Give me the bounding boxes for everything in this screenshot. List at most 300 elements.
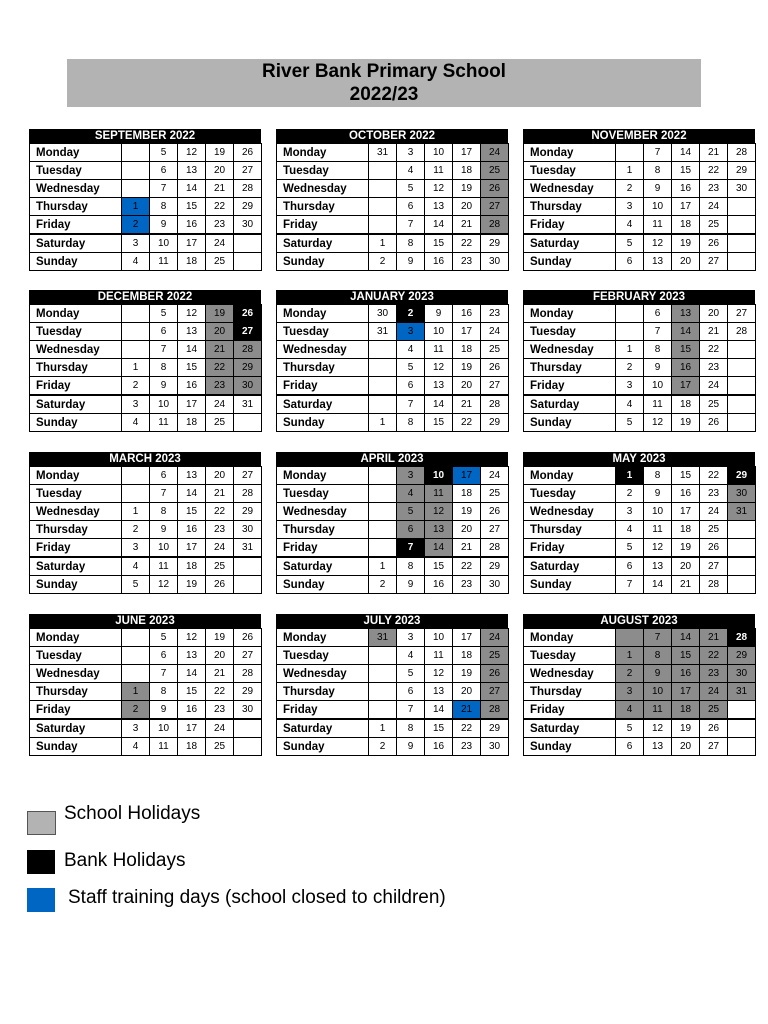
weekday-label: Wednesday (524, 180, 616, 198)
week-day-row (30, 557, 262, 576)
date-cell: 25 (700, 216, 728, 235)
weekday-label: Tuesday (30, 323, 122, 341)
weekday-label: Sunday (30, 738, 122, 756)
date-cell (369, 521, 397, 539)
week-day-row (524, 503, 756, 521)
date-cell (369, 467, 397, 485)
week-day-row (524, 323, 756, 341)
weekday-label: Wednesday (524, 341, 616, 359)
date-cell: 2 (122, 521, 150, 539)
date-cell: 9 (397, 576, 425, 594)
date-cell: 27 (481, 377, 509, 396)
weekday-label: Tuesday (277, 647, 369, 665)
week-day-row (30, 485, 262, 503)
date-cell: 21 (453, 539, 481, 558)
date-cell (728, 234, 756, 253)
week-day-row (277, 576, 509, 594)
week-day-row (30, 359, 262, 377)
week-day-row (524, 198, 756, 216)
weekday-label: Friday (30, 701, 122, 720)
weekday-label: Thursday (524, 359, 616, 377)
date-cell: 23 (206, 377, 234, 396)
weekday-label: Tuesday (524, 647, 616, 665)
date-cell (728, 198, 756, 216)
week-day-row (30, 647, 262, 665)
date-cell: 4 (616, 395, 644, 414)
date-cell: 6 (397, 521, 425, 539)
date-cell: 13 (178, 467, 206, 485)
date-cell: 5 (150, 144, 178, 162)
date-cell: 18 (178, 253, 206, 271)
date-cell: 16 (453, 305, 481, 323)
title-banner (67, 59, 701, 107)
date-cell: 8 (150, 683, 178, 701)
date-cell: 19 (206, 144, 234, 162)
week-day-row (524, 144, 756, 162)
date-cell: 9 (150, 521, 178, 539)
date-cell: 23 (206, 216, 234, 235)
date-cell: 6 (644, 305, 672, 323)
date-cell (369, 395, 397, 414)
date-cell: 8 (644, 647, 672, 665)
date-cell: 14 (672, 144, 700, 162)
date-cell: 3 (397, 144, 425, 162)
weekday-label: Friday (524, 539, 616, 558)
date-cell (369, 377, 397, 396)
month-calendar (523, 452, 755, 594)
week-day-row (30, 341, 262, 359)
date-cell (728, 341, 756, 359)
date-cell: 17 (672, 377, 700, 396)
date-cell: 15 (178, 359, 206, 377)
date-cell: 21 (700, 323, 728, 341)
date-cell: 11 (425, 341, 453, 359)
date-cell: 22 (700, 162, 728, 180)
weekday-label: Friday (277, 377, 369, 396)
date-cell (369, 359, 397, 377)
date-cell: 26 (700, 719, 728, 738)
date-cell: 25 (206, 414, 234, 432)
date-cell: 14 (644, 576, 672, 594)
date-cell (728, 359, 756, 377)
date-cell: 27 (700, 738, 728, 756)
date-cell: 6 (150, 467, 178, 485)
date-cell: 2 (616, 485, 644, 503)
date-cell: 9 (150, 216, 178, 235)
week-day-row (524, 253, 756, 271)
date-cell: 27 (700, 557, 728, 576)
date-cell: 28 (234, 341, 262, 359)
date-cell: 29 (234, 683, 262, 701)
date-cell (616, 144, 644, 162)
date-cell: 24 (206, 395, 234, 414)
date-cell: 18 (672, 216, 700, 235)
date-cell: 11 (150, 253, 178, 271)
date-cell: 19 (453, 359, 481, 377)
date-cell: 4 (122, 414, 150, 432)
date-cell (369, 341, 397, 359)
date-cell: 2 (369, 253, 397, 271)
date-cell: 14 (178, 341, 206, 359)
week-day-row (277, 629, 509, 647)
date-cell: 25 (481, 485, 509, 503)
date-cell: 29 (481, 557, 509, 576)
date-cell: 9 (150, 701, 178, 720)
date-cell: 16 (425, 738, 453, 756)
date-cell: 1 (122, 359, 150, 377)
weekday-label: Thursday (30, 683, 122, 701)
date-cell: 8 (150, 198, 178, 216)
date-cell: 10 (425, 467, 453, 485)
weekday-label: Monday (277, 629, 369, 647)
date-cell: 6 (397, 377, 425, 396)
date-cell: 12 (644, 414, 672, 432)
date-cell: 30 (481, 738, 509, 756)
date-cell: 19 (206, 629, 234, 647)
weekday-label: Sunday (277, 738, 369, 756)
date-cell: 28 (481, 395, 509, 414)
date-cell: 12 (644, 539, 672, 558)
date-cell (122, 305, 150, 323)
week-day-row (30, 719, 262, 738)
date-cell: 2 (122, 377, 150, 396)
date-cell: 22 (453, 719, 481, 738)
date-cell: 10 (150, 719, 178, 738)
weekday-label: Tuesday (524, 162, 616, 180)
date-cell (122, 485, 150, 503)
date-cell: 9 (397, 253, 425, 271)
weekday-label: Saturday (277, 395, 369, 414)
weekday-label: Tuesday (30, 162, 122, 180)
week-day-row (277, 395, 509, 414)
weekday-label: Sunday (30, 576, 122, 594)
weekday-label: Wednesday (277, 665, 369, 683)
weekday-label: Thursday (277, 521, 369, 539)
date-cell: 13 (672, 305, 700, 323)
month-title: JUNE 2023 (29, 614, 261, 628)
date-cell: 18 (453, 485, 481, 503)
date-cell: 28 (234, 485, 262, 503)
week-day-row (524, 359, 756, 377)
weekday-label: Sunday (30, 414, 122, 432)
date-cell: 31 (369, 323, 397, 341)
date-cell (234, 234, 262, 253)
date-cell: 28 (234, 665, 262, 683)
date-cell: 11 (644, 701, 672, 720)
date-cell: 2 (122, 216, 150, 235)
date-cell: 30 (234, 216, 262, 235)
blue-swatch (27, 888, 55, 912)
date-cell (728, 719, 756, 738)
week-day-row (277, 665, 509, 683)
month-title: MAY 2023 (523, 452, 755, 466)
week-day-row (30, 234, 262, 253)
weekday-label: Monday (524, 629, 616, 647)
date-cell: 26 (700, 414, 728, 432)
date-cell: 22 (700, 467, 728, 485)
weekday-label: Thursday (524, 683, 616, 701)
date-cell: 29 (728, 162, 756, 180)
date-cell: 16 (425, 253, 453, 271)
black-swatch (27, 850, 55, 874)
weekday-label: Tuesday (277, 323, 369, 341)
month-title: JULY 2023 (276, 614, 508, 628)
date-cell: 28 (728, 629, 756, 647)
weekday-label: Monday (30, 305, 122, 323)
weekday-label: Saturday (30, 557, 122, 576)
week-day-row (30, 701, 262, 720)
date-cell: 29 (728, 647, 756, 665)
week-day-row (277, 521, 509, 539)
month-table (276, 628, 509, 756)
date-cell: 7 (150, 341, 178, 359)
month-calendar (29, 290, 261, 432)
date-cell: 20 (206, 323, 234, 341)
week-day-row (524, 162, 756, 180)
weekday-label: Wednesday (30, 665, 122, 683)
weekday-label: Thursday (30, 198, 122, 216)
week-day-row (524, 521, 756, 539)
date-cell: 8 (397, 719, 425, 738)
date-cell: 15 (425, 234, 453, 253)
date-cell: 6 (150, 323, 178, 341)
week-day-row (277, 701, 509, 720)
weekday-label: Monday (524, 305, 616, 323)
date-cell: 10 (644, 377, 672, 396)
date-cell: 24 (700, 503, 728, 521)
date-cell: 12 (644, 719, 672, 738)
date-cell: 14 (178, 180, 206, 198)
date-cell: 13 (425, 683, 453, 701)
date-cell: 25 (206, 738, 234, 756)
week-day-row (277, 341, 509, 359)
date-cell: 14 (672, 323, 700, 341)
week-day-row (277, 305, 509, 323)
week-day-row (277, 162, 509, 180)
date-cell: 4 (397, 162, 425, 180)
date-cell: 26 (481, 359, 509, 377)
date-cell: 24 (700, 683, 728, 701)
date-cell: 28 (481, 216, 509, 235)
date-cell: 2 (369, 738, 397, 756)
date-cell: 15 (672, 162, 700, 180)
date-cell: 29 (234, 359, 262, 377)
date-cell: 20 (672, 253, 700, 271)
week-day-row (524, 467, 756, 485)
date-cell (728, 701, 756, 720)
weekday-label: Saturday (524, 234, 616, 253)
date-cell: 23 (453, 576, 481, 594)
date-cell: 3 (616, 503, 644, 521)
date-cell: 7 (150, 485, 178, 503)
weekday-label: Saturday (30, 234, 122, 253)
date-cell: 7 (150, 180, 178, 198)
date-cell (122, 180, 150, 198)
month-calendar (523, 614, 755, 756)
date-cell: 8 (644, 341, 672, 359)
date-cell: 15 (425, 557, 453, 576)
week-day-row (277, 216, 509, 235)
date-cell (122, 341, 150, 359)
month-calendar (523, 290, 755, 432)
date-cell (728, 521, 756, 539)
date-cell: 22 (700, 341, 728, 359)
date-cell: 5 (616, 234, 644, 253)
weekday-label: Thursday (277, 683, 369, 701)
week-day-row (30, 738, 262, 756)
date-cell (122, 665, 150, 683)
date-cell: 3 (122, 539, 150, 558)
month-table (29, 304, 262, 432)
date-cell: 6 (397, 198, 425, 216)
week-day-row (277, 144, 509, 162)
date-cell: 1 (122, 198, 150, 216)
week-day-row (30, 665, 262, 683)
weekday-label: Sunday (277, 576, 369, 594)
week-day-row (277, 377, 509, 396)
weekday-label: Monday (524, 467, 616, 485)
date-cell: 5 (122, 576, 150, 594)
date-cell: 30 (481, 253, 509, 271)
date-cell: 27 (481, 683, 509, 701)
date-cell: 14 (425, 395, 453, 414)
weekday-label: Saturday (30, 395, 122, 414)
weekday-label: Friday (30, 377, 122, 396)
date-cell: 16 (178, 701, 206, 720)
date-cell: 15 (178, 683, 206, 701)
date-cell: 24 (481, 629, 509, 647)
weekday-label: Tuesday (524, 323, 616, 341)
date-cell (728, 216, 756, 235)
week-day-row (277, 253, 509, 271)
date-cell: 5 (150, 629, 178, 647)
date-cell: 15 (425, 414, 453, 432)
date-cell: 1 (369, 234, 397, 253)
date-cell (369, 485, 397, 503)
date-cell: 12 (644, 234, 672, 253)
week-day-row (30, 216, 262, 235)
date-cell: 3 (397, 629, 425, 647)
week-day-row (30, 683, 262, 701)
legend-label: Staff training days (school closed to children) (68, 887, 446, 908)
date-cell: 27 (234, 467, 262, 485)
date-cell: 27 (728, 305, 756, 323)
date-cell: 8 (397, 557, 425, 576)
date-cell: 20 (453, 198, 481, 216)
weekday-label: Friday (524, 377, 616, 396)
date-cell: 14 (178, 485, 206, 503)
date-cell: 27 (700, 253, 728, 271)
weekday-label: Thursday (524, 198, 616, 216)
week-day-row (30, 305, 262, 323)
date-cell: 5 (616, 414, 644, 432)
date-cell (234, 738, 262, 756)
week-day-row (524, 395, 756, 414)
date-cell: 27 (481, 521, 509, 539)
date-cell: 19 (672, 719, 700, 738)
date-cell: 4 (616, 521, 644, 539)
date-cell (234, 253, 262, 271)
date-cell: 22 (700, 647, 728, 665)
month-table (523, 304, 756, 432)
weekday-label: Sunday (524, 738, 616, 756)
weekday-label: Monday (277, 467, 369, 485)
week-day-row (277, 719, 509, 738)
date-cell: 6 (397, 683, 425, 701)
date-cell: 24 (206, 539, 234, 558)
date-cell: 11 (644, 521, 672, 539)
date-cell: 8 (397, 234, 425, 253)
weekday-label: Wednesday (277, 503, 369, 521)
month-calendar (523, 129, 755, 271)
month-title: AUGUST 2023 (523, 614, 755, 628)
date-cell: 22 (453, 414, 481, 432)
grey-swatch (27, 811, 56, 835)
date-cell: 18 (178, 738, 206, 756)
date-cell: 16 (672, 665, 700, 683)
date-cell (728, 414, 756, 432)
date-cell: 2 (616, 359, 644, 377)
date-cell: 11 (425, 485, 453, 503)
date-cell: 30 (234, 377, 262, 396)
date-cell (728, 738, 756, 756)
date-cell (369, 198, 397, 216)
date-cell: 10 (425, 323, 453, 341)
weekday-label: Tuesday (524, 485, 616, 503)
date-cell: 15 (672, 647, 700, 665)
date-cell: 21 (453, 216, 481, 235)
week-day-row (277, 467, 509, 485)
weekday-label: Tuesday (30, 647, 122, 665)
date-cell: 16 (425, 576, 453, 594)
month-table (29, 143, 262, 271)
date-cell: 12 (150, 576, 178, 594)
week-day-row (524, 341, 756, 359)
date-cell: 5 (616, 539, 644, 558)
month-table (523, 628, 756, 756)
month-table (523, 143, 756, 271)
date-cell: 11 (425, 162, 453, 180)
date-cell: 30 (481, 576, 509, 594)
date-cell: 1 (122, 503, 150, 521)
week-day-row (524, 377, 756, 396)
month-table (276, 143, 509, 271)
date-cell: 23 (700, 180, 728, 198)
date-cell: 7 (397, 216, 425, 235)
date-cell: 10 (644, 198, 672, 216)
date-cell: 23 (453, 253, 481, 271)
date-cell (728, 557, 756, 576)
date-cell: 27 (234, 647, 262, 665)
date-cell (369, 162, 397, 180)
date-cell: 19 (178, 576, 206, 594)
date-cell: 29 (234, 198, 262, 216)
date-cell: 2 (369, 576, 397, 594)
weekday-label: Saturday (524, 719, 616, 738)
date-cell: 17 (178, 234, 206, 253)
date-cell: 13 (425, 521, 453, 539)
date-cell: 24 (206, 719, 234, 738)
date-cell: 18 (453, 162, 481, 180)
date-cell: 8 (397, 414, 425, 432)
date-cell (369, 647, 397, 665)
date-cell: 12 (178, 144, 206, 162)
week-day-row (30, 521, 262, 539)
date-cell (369, 216, 397, 235)
date-cell: 19 (453, 665, 481, 683)
date-cell: 28 (728, 323, 756, 341)
date-cell: 3 (616, 683, 644, 701)
